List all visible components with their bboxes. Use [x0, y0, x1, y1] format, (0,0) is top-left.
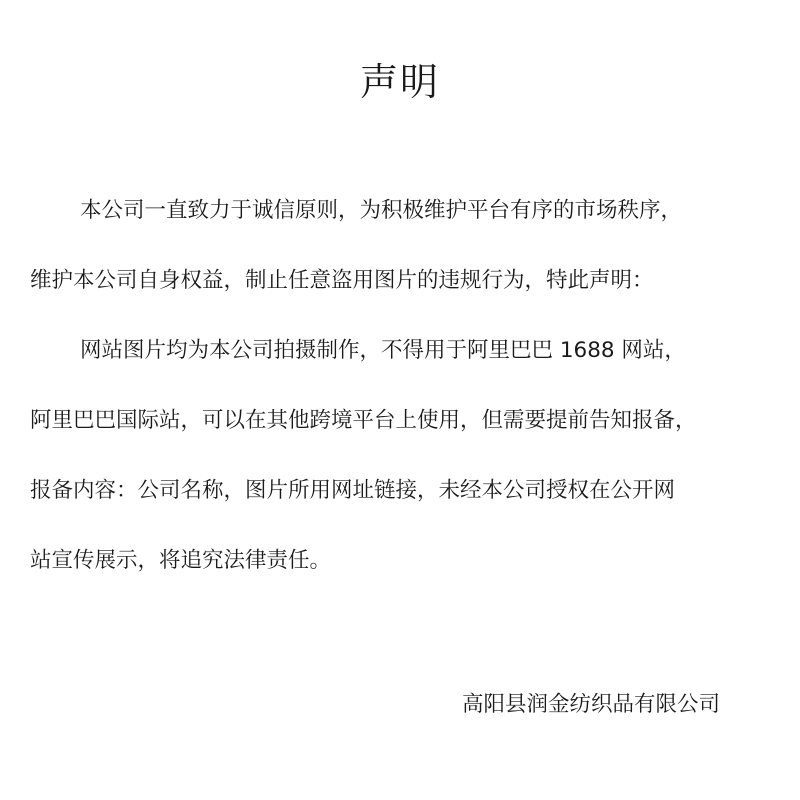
body-line-1: 本公司一直致力于诚信原则，为积极维护平台有序的市场秩序， — [80, 198, 683, 223]
body-line-5: 报备内容：公司名称，图片所用网址链接，未经本公司授权在公开网 — [30, 478, 676, 503]
body-line-6: 站宣传展示，将追究法律责任。 — [30, 548, 332, 573]
company-signature: 高阳县润金纺织品有限公司 — [461, 692, 720, 717]
body-line-4: 阿里巴巴国际站，可以在其他跨境平台上使用，但需要提前告知报备， — [30, 408, 697, 433]
body-line-3: 网站图片均为本公司拍摄制作，不得用于阿里巴巴 1688 网站， — [80, 338, 686, 363]
document-body — [30, 196, 775, 616]
body-line-2: 维护本公司自身权益，制止任意盗用图片的违规行为，特此声明： — [30, 268, 654, 293]
document-title: 声明 — [359, 60, 440, 104]
